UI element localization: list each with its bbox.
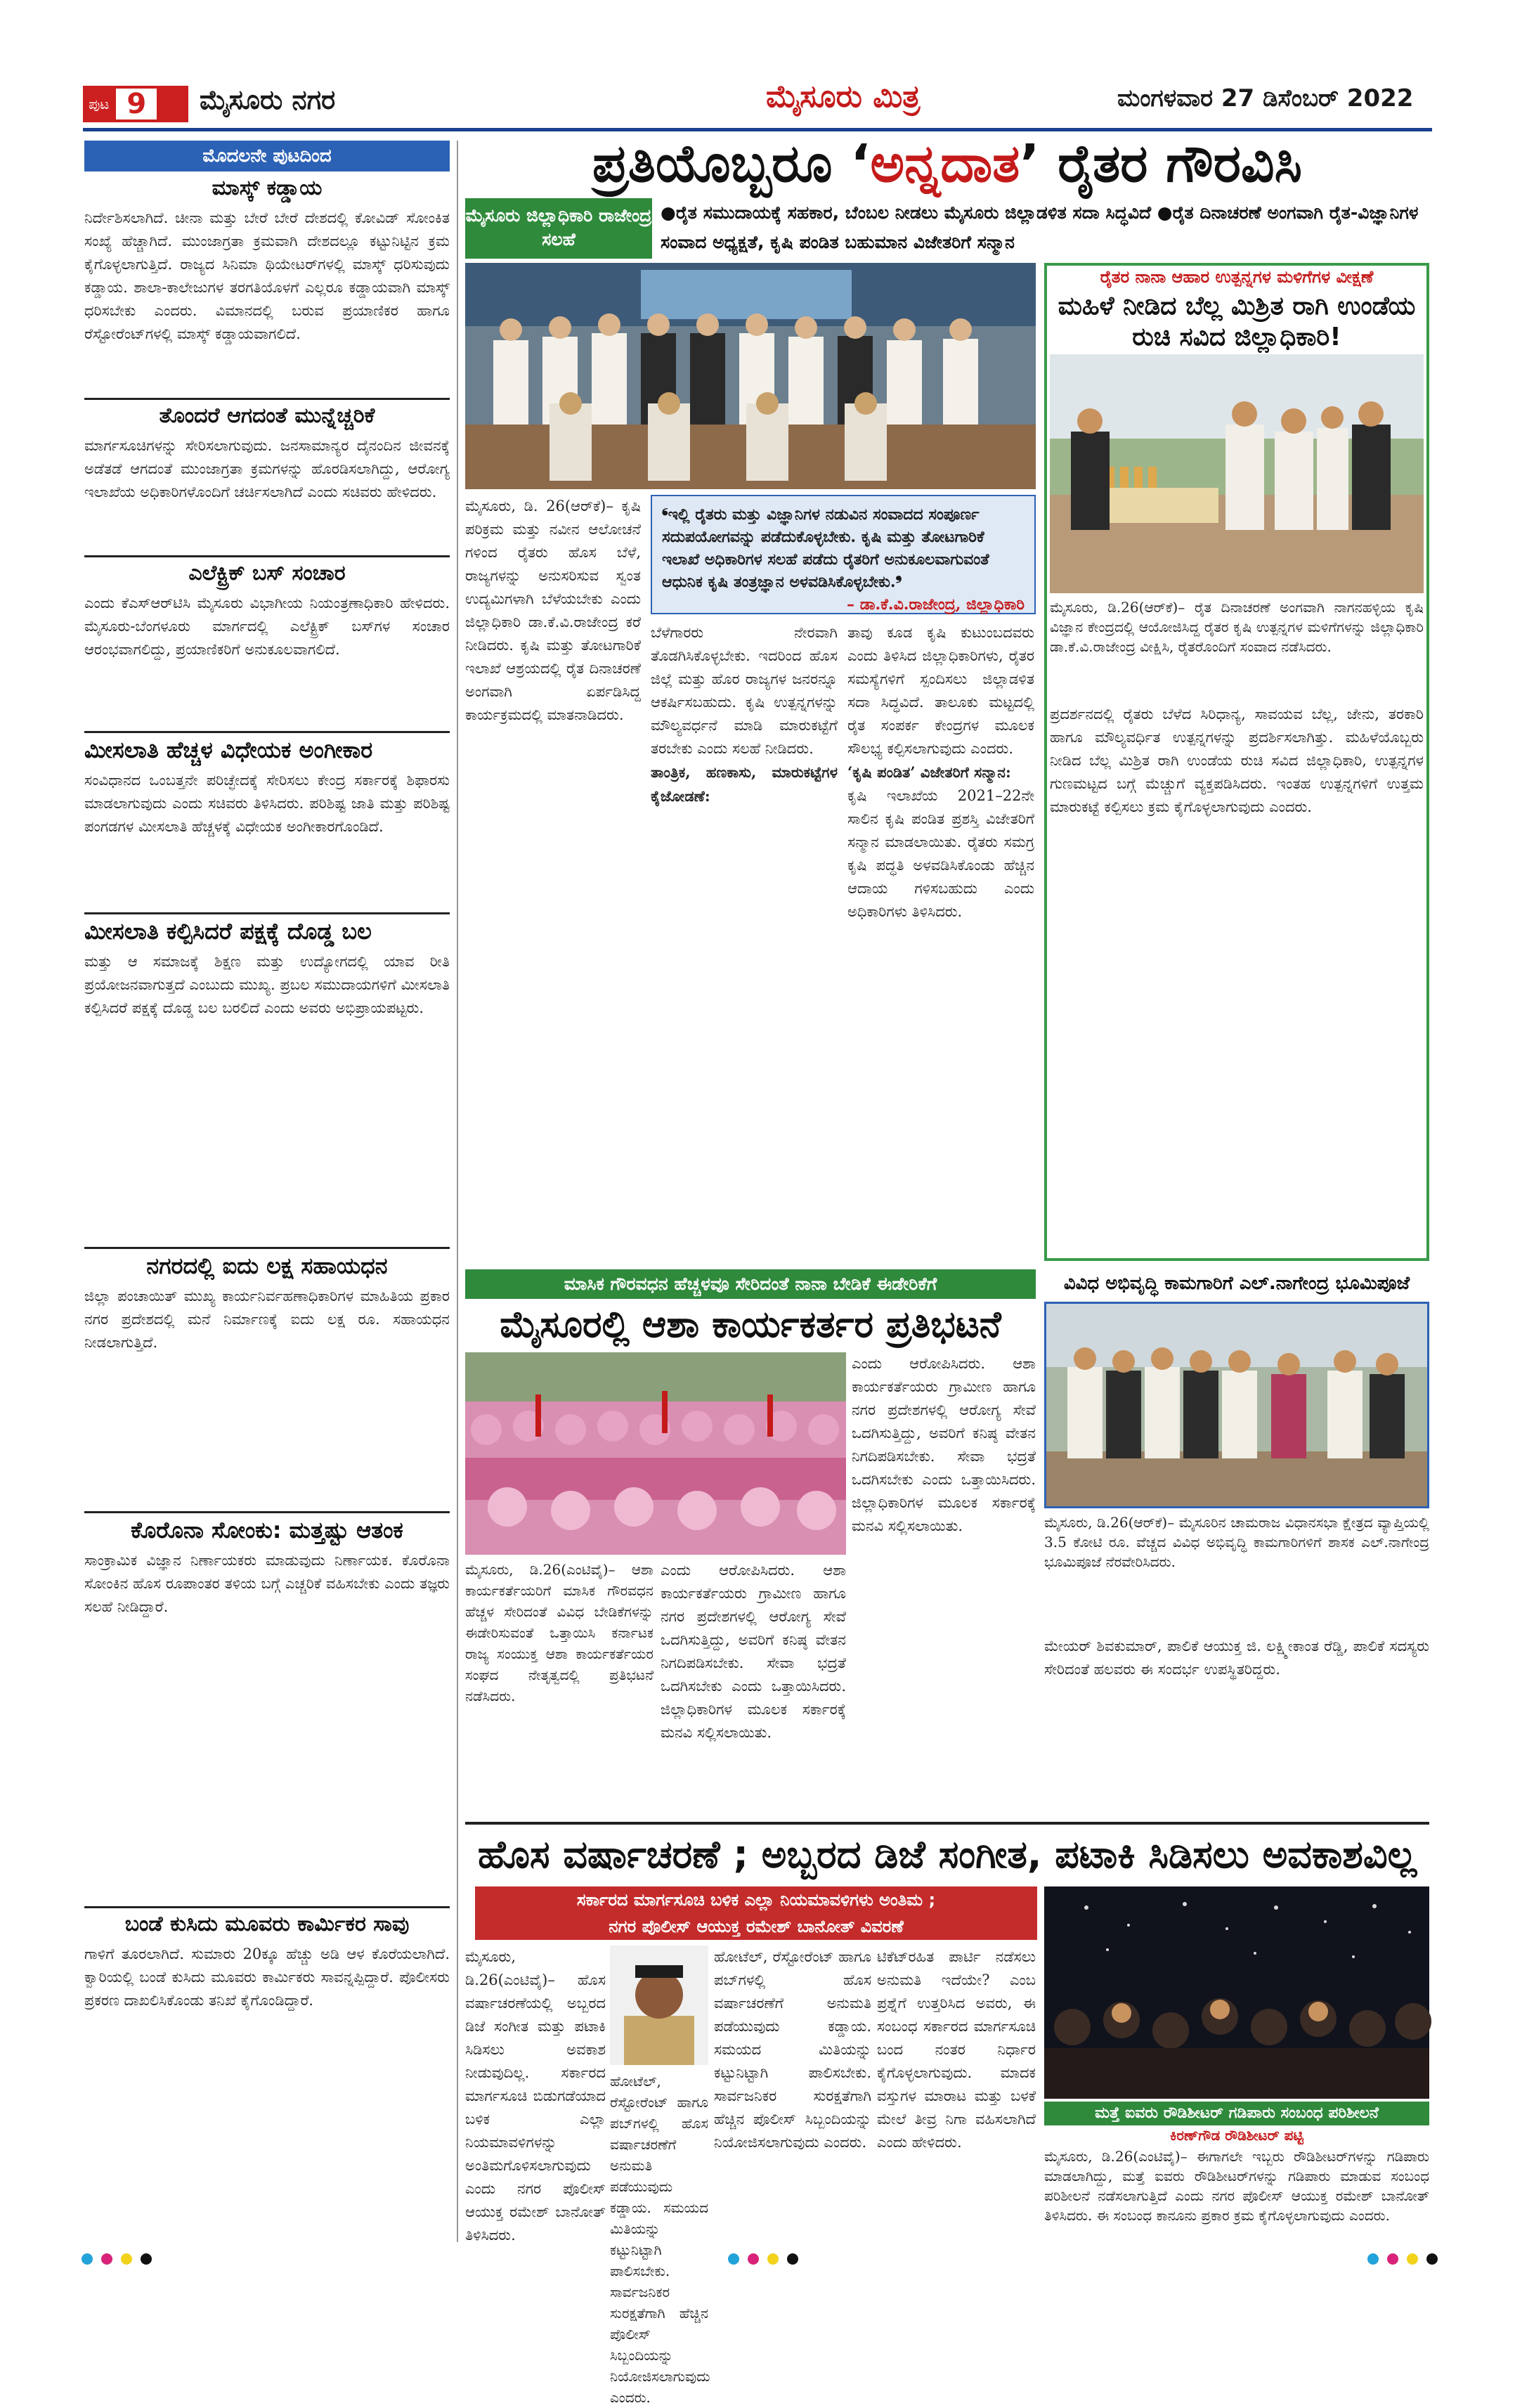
bhoomi-headline: ವಿವಿಧ ಅಭಿವೃದ್ಧಿ ಕಾಮಗಾರಿಗೆ ಎಲ್.ನಾಗೇಂದ್ರ ಭೂಮಿಪೂಜೆ (1063, 1273, 1410, 1294)
column-rule (457, 141, 458, 2242)
newyear-body-2: ಹೋಟೆಲ್, ರೆಸ್ಟೋರೆಂಟ್ ಹಾಗೂ ಪಬ್‌ಗಳಲ್ಲಿ ಹೊಸ ವರ್ಷಾಚರಣೆಗೆ ಅನುಮತಿ ಪಡೆಯುವುದು ಕಡ್ಡಾಯ. ಸಮಯದ ಮಿತಿಯನ್ನು ಕಟ್ಟುನಿಟ್ಟಾಗಿ ಪಾಲಿಸಬೇಕು. ಸಾರ್ವಜನಿಕರ ಸುರಕ್ಷತೆಗಾಗಿ ಹೆಚ್ಚಿನ ಪೊಲೀಸ್ ಸಿಬ್ಬಂದಿಯನ್ನು ನಿಯೋಜಿಸಲಾಗುವುದು ಎಂದರು. (714, 1948, 871, 2151)
pull-quote-author: – ಡಾ.ಕೆ.ವಿ.ರಾಜೇಂದ್ರ, ಜಿಲ್ಲಾಧಿಕಾರಿ (847, 595, 1025, 614)
bala-body: ಮತ್ತು ಆ ಸಮಾಜಕ್ಕೆ ಶಿಕ್ಷಣ ಮತ್ತು ಉದ್ಯೋಗದಲ್ಲಿ ಯಾವ ರೀತಿ ಪ್ರಯೋಜನವಾಗುತ್ತದೆ ಎಂಬುದು ಮುಖ್ಯ. ಪ್ರಬಲ ಸಮುದಾಯಗಳಿಗೆ ಮೀಸಲಾತಿ ಕಲ್ಪಿಸಿದರೆ ಪಕ್ಷಕ್ಕೆ ದೊಡ್ಡ ಬಲ ಬರಲಿದೆ ಎಂದು ಅವರು ಅಭಿಪ್ರಾಯಪಟ್ಟರು. (84, 953, 450, 1016)
pull-quote-text: ❛ಇಲ್ಲಿ ರೈತರು ಮತ್ತು ವಿಜ್ಞಾನಿಗಳ ನಡುವಿನ ಸಂವಾದದ ಸಂಪೂರ್ಣ ಸದುಪಯೋಗವನ್ನು ಪಡೆದುಕೊಳ್ಳಬೇಕು. ಕೃಷಿ ಮತ್ತು ತೋಟಗಾರಿಕೆ ಇಲಾಖೆ ಅಧಿಕಾರಿಗಳ ಸಲಹೆ ಪಡೆದು ರೈತರಿಗೆ ಅನುಕೂಲವಾಗುವಂತೆ ಆಧುನಿಕ ಕೃಷಿ ತಂತ್ರಜ್ಞಾನ ಅಳವಡಿಸಿಕೊಳ್ಳಬೇಕು.❜ (662, 505, 989, 591)
reservation-body: ಸಂವಿಧಾನದ ಒಂಬತ್ತನೇ ಪರಿಚ್ಛೇದಕ್ಕೆ ಸೇರಿಸಲು ಕೇಂದ್ರ ಸರ್ಕಾರಕ್ಕೆ ಶಿಫಾರಸು ಮಾಡಲಾಗುವುದು ಎಂದು ಸಚಿವರು ತಿಳಿಸಿದರು. ಪರಿಶಿಷ್ಟ ಜಾತಿ ಮತ್ತು ಪರಿಶಿಷ್ಟ ಪಂಗಡಗಳ ಮೀಸಲಾತಿ ಹೆಚ್ಚಳಕ್ಕೆ ವಿಧೇಯಕ ಅಂಗೀಕಾರಗೊಂಡಿದೆ. (84, 772, 450, 835)
section-rule (465, 1822, 1429, 1825)
aid-body: ಜಿಲ್ಲಾ ಪಂಚಾಯಿತ್ ಮುಖ್ಯ ಕಾರ್ಯನಿರ್ವಹಣಾಧಿಕಾರಿಗಳ ಮಾಹಿತಿಯ ಪ್ರಕಾರ ನಗರ ಪ್ರದೇಶದಲ್ಲಿ ಮನೆ ನಿರ್ಮಾಣಕ್ಕೆ ಐದು ಲಕ್ಷ ರೂ. ಸಹಾಯಧನ ನೀಡಲಾಗುತ್ತಿದೆ. (84, 1288, 450, 1351)
corona-body: ಸಾಂಕ್ರಾಮಿಕ ವಿಜ್ಞಾನ ನಿರ್ಣಾಯಕರು ಮಾಡುವುದು ನಿರ್ಣಾಯಕ. ಕೊರೊನಾ ಸೋಂಕಿನ ಹೊಸ ರೂಪಾಂತರ ತಳಿಯ ಬಗ್ಗೆ ಎಚ್ಚರಿಕೆ ವಹಿಸಬೇಕು ಎಂದು ತಜ್ಞರು ಸಲಹೆ ನೀಡಿದ್ದಾರೆ. (84, 1552, 450, 1615)
bhoomi-caption: ಮೈಸೂರು, ಡಿ.26(ಆರ್‌ಕೆ)– ಮೈಸೂರಿನ ಚಾಮರಾಜ ವಿಧಾನಸಭಾ ಕ್ಷೇತ್ರದ ವ್ಯಾಪ್ತಿಯಲ್ಲಿ 3.5 ಕೋಟಿ ರೂ. ವೆಚ್ಚದ ವಿವಿಧ ಅಭಿವೃದ್ಧಿ ಕಾಮಗಾರಿಗಳಿಗೆ ಶಾಸಕ ಎಲ್.ನಾಗೇಂದ್ರ ಭೂಮಿಪೂಜೆ ನೆರವೇರಿಸಿದರು. (1044, 1514, 1429, 1570)
lead-body-2: ಬೆಳೆಗಾರರು ನೇರವಾಗಿ ತೊಡಗಿಸಿಕೊಳ್ಳಬೇಕು. ಇದರಿಂದ ಹೊಸ ಜಿಲ್ಲೆ ಮತ್ತು ಹೊರ ರಾಜ್ಯಗಳ ಜನರನ್ನೂ ಆಕರ್ಷಿಸಬಹುದು. ಕೃಷಿ ಉತ್ಪನ್ನಗಳನ್ನು ಮೌಲ್ಯವರ್ಧನೆ ಮಾಡಿ ಮಾರುಕಟ್ಟೆಗೆ ತರಬೇಕು ಎಂದು ಸಲಹೆ ನೀಡಿದರು. ತಾಂತ್ರಿಕ, ಹಣಕಾಸು, ಮಾರುಕಟ್ಟೆಗಳ ಕೈಜೋಡಣೆ: (651, 624, 838, 805)
print-registration-marks (77, 2253, 156, 2267)
newyear-body-1b: ಹೋಟೆಲ್, ರೆಸ್ಟೋರೆಂಟ್ ಹಾಗೂ ಪಬ್‌ಗಳಲ್ಲಿ ಹೊಸ ವರ್ಷಾಚರಣೆಗೆ ಅನುಮತಿ ಪಡೆಯುವುದು ಕಡ್ಡಾಯ. ಸಮಯದ ಮಿತಿಯನ್ನು ಕಟ್ಟುನಿಟ್ಟಾಗಿ ಪಾಲಿಸಬೇಕು. ಸಾರ್ವಜನಿಕರ ಸುರಕ್ಷತೆಗಾಗಿ ಹೆಚ್ಚಿನ ಪೊಲೀಸ್ ಸಿಬ್ಬಂದಿಯನ್ನು ನಿಯೋಜಿಸಲಾಗುವುದು ಎಂದರು. (610, 2073, 710, 2406)
newyear-body-3: ಟಿಕೆಟ್‌ರಹಿತ ಪಾರ್ಟಿ ನಡೆಸಲು ಅನುಮತಿ ಇದೆಯೇ? ಎಂಬ ಪ್ರಶ್ನೆಗೆ ಉತ್ತರಿಸಿದ ಅವರು, ಈ ಸಂಬಂಧ ಸರ್ಕಾರದ ಮಾರ್ಗಸೂಚಿ ಬಂದ ನಂತರ ನಿರ್ಧಾರ ಕೈಗೊಳ್ಳಲಾಗುವುದು. ಮಾದಕ ವಸ್ತುಗಳ ಮಾರಾಟ ಮತ್ತು ಬಳಕೆ ಮೇಲೆ ತೀವ್ರ ನಿಗಾ ವಹಿಸಲಾಗಿದೆ ಎಂದು ಹೇಳಿದರು. (877, 1948, 1036, 2151)
lead-body-1: ಮೈಸೂರು, ಡಿ. 26(ಆರ್‌ಕೆ)– ಕೃಷಿ ಪರಿಕ್ರಮ ಮತ್ತು ನವೀನ ಆಲೋಚನೆ ಗಳಿಂದ ರೈತರು ಹೊಸ ಬೆಳೆ, ರಾಜ್ಯಗಳನ್ನು ಅನುಸರಿಸುವ ಸ್ವಂತ ಉದ್ಯಮಿಗಳಾಗಿ ಬೆಳೆಯಬೇಕು ಎಂದು ಜಿಲ್ಲಾಧಿಕಾರಿ ಡಾ.ಕೆ.ವಿ.ರಾಜೇಂದ್ರ ಕರೆ ನೀಡಿದರು. ಕೃಷಿ ಮತ್ತು ತೋಟಗಾರಿಕೆ ಇಲಾಖೆ ಆಶ್ರಯದಲ್ಲಿ ರೈತ ದಿನಾಚರಣೆ ಅಂಗವಾಗಿ ಏರ್ಪಡಿಸಿದ್ದ ಕಾರ್ಯಕ್ರಮದಲ್ಲಿ ಮಾತನಾಡಿದರು. (465, 498, 641, 723)
newyear-deck-line-2: ನಗರ ಪೊಲೀಸ್ ಆಯುಕ್ತ ರಮೇಶ್ ಬಾನೋತ್ ವಿವರಣೆ (609, 1917, 904, 1936)
section-title: ಮೈಸೂರು ನಗರ (200, 84, 336, 115)
divider (84, 398, 450, 400)
bhoomi-photo (1044, 1302, 1429, 1508)
rowdy-body: ಮೈಸೂರು, ಡಿ.26(ಎಂಟಿವೈ)– ಈಗಾಗಲೇ ಇಬ್ಬರು ರೌಡಿಶೀಟರ್‌ಗಳನ್ನು ಗಡಿಪಾರು ಮಾಡಲಾಗಿದ್ದು, ಮತ್ತೆ ಐವರು ರೌಡಿಶೀಟರ್‌ಗಳನ್ನು ಗಡಿಪಾರು ಮಾಡುವ ಸಂಬಂಧ ಪರಿಶೀಲನೆ ನಡೆಸಲಾಗುತ್ತಿದೆ ಎಂದು ನಗರ ಪೊಲೀಸ್ ಆಯುಕ್ತ ರಮೇಶ್ ಬಾನೋತ್ ತಿಳಿಸಿದರು. ಈ ಸಂಬಂಧ ಕಾನೂನು ಪ್ರಕಾರ ಕ್ರಮ ಕೈಗೊಳ್ಳಲಾಗುವುದು ಎಂದರು. (1044, 2148, 1429, 2224)
lead-photo (465, 263, 1036, 489)
divider (84, 555, 450, 557)
commissioner-photo (610, 1946, 708, 2065)
ragi-photo (1050, 354, 1424, 593)
lead-headline: ಪ್ರತಿಯೊಬ್ಬರೂ ‘ಅನ್ನದಾತ’ ರೈತರ ಗೌರವಿಸಿ (592, 134, 1302, 194)
newyear-headline: ಹೊಸ ವರ್ಷಾಚರಣೆ ; ಅಬ್ಬರದ ಡಿಜೆ ಸಂಗೀತ, ಪಟಾಕಿ ಸಿಡಿಸಲು ಅವಕಾಶವಿಲ್ಲ (477, 1832, 1417, 1877)
mask-heading: ಮಾಸ್ಕ್ ಕಡ್ಡಾಯ (212, 176, 323, 200)
bala-heading: ಮೀಸಲಾತಿ ಕಲ್ಪಿಸಿದರೆ ಪಕ್ಷಕ್ಕೆ ದೊಡ್ಡ ಬಲ (84, 918, 372, 945)
lead-subhead-2: ‘ಕೃಷಿ ಪಂಡಿತ’ ವಿಜೇತರಿಗೆ ಸನ್ಮಾನ: (847, 763, 1011, 781)
bus-body: ಎಂದು ಕೆಎಸ್‌ಆರ್‌ಟಿಸಿ ಮೈಸೂರು ವಿಭಾಗೀಯ ನಿಯಂತ್ರಣಾಧಿಕಾರಿ ಹೇಳಿದರು. ಮೈಸೂರು-ಬೆಂಗಳೂರು ಮಾರ್ಗದಲ್ಲಿ ಎಲೆಕ್ಟ್ರಿಕ್ ಬಸ್‌ಗಳ ಸಂಚಾರ ಆರಂಭವಾಗಲಿದ್ದು, ಪ್ರಯಾಣಿಕರಿಗೆ ಅನುಕೂಲವಾಗಲಿದೆ. (84, 595, 450, 658)
workers-body: ಗಾಳಿಗೆ ತೂರಲಾಗಿದೆ. ಸುಮಾರು 20ಕ್ಕೂ ಹೆಚ್ಚು ಅಡಿ ಆಳ ಕೊರೆಯಲಾಗಿದೆ. ಕ್ವಾರಿಯಲ್ಲಿ ಬಂಡೆ ಕುಸಿದು ಮೂವರು ಕಾರ್ಮಿಕರು ಸಾವನ್ನಪ್ಪಿದ್ದಾರೆ. ಪೊಲೀಸರು ಪ್ರಕರಣ ದಾಖಲಿಸಿಕೊಂಡು ತನಿಖೆ ಕೈಗೊಂಡಿದ್ದಾರೆ. (84, 1946, 450, 2009)
asha-body-2: ಎಂದು ಆರೋಪಿಸಿದರು. ಆಶಾ ಕಾರ್ಯಕರ್ತೆಯರು ಗ್ರಾಮೀಣ ಹಾಗೂ ನಗರ ಪ್ರದೇಶಗಳಲ್ಲಿ ಆರೋಗ್ಯ ಸೇವೆ ಒದಗಿಸುತ್ತಿದ್ದು, ಅವರಿಗೆ ಕನಿಷ್ಠ ವೇತನ ನಿಗದಿಪಡಿಸಬೇಕು. ಸೇವಾ ಭದ್ರತೆ ಒದಗಿಸಬೇಕು ಎಂದು ಒತ್ತಾಯಿಸಿದರು. ಜಿಲ್ಲಾಧಿಕಾರಿಗಳ ಮೂಲಕ ಸರ್ಕಾರಕ್ಕೆ ಮನವಿ ಸಲ್ಲಿಸಲಾಯಿತು. (852, 1355, 1036, 1534)
workers-heading: ಬಂಡೆ ಕುಸಿದು ಮೂವರು ಕಾರ್ಮಿಕರ ಸಾವು (124, 1912, 410, 1936)
asha-body-1: ಎಂದು ಆರೋಪಿಸಿದರು. ಆಶಾ ಕಾರ್ಯಕರ್ತೆಯರು ಗ್ರಾಮೀಣ ಹಾಗೂ ನಗರ ಪ್ರದೇಶಗಳಲ್ಲಿ ಆರೋಗ್ಯ ಸೇವೆ ಒದಗಿಸುತ್ತಿದ್ದು, ಅವರಿಗೆ ಕನಿಷ್ಠ ವೇತನ ನಿಗದಿಪಡಿಸಬೇಕು. ಸೇವಾ ಭದ್ರತೆ ಒದಗಿಸಬೇಕು ಎಂದು ಒತ್ತಾಯಿಸಿದರು. ಜಿಲ್ಲಾಧಿಕಾರಿಗಳ ಮೂಲಕ ಸರ್ಕಾರಕ್ಕೆ ಮನವಿ ಸಲ್ಲಿಸಲಾಯಿತು. (661, 1562, 846, 1741)
lead-pull-quote (651, 495, 1036, 614)
masthead-rule (83, 128, 1432, 131)
tondare-heading: ತೊಂದರೆ ಆಗದಂತೆ ಮುನ್ನೆಚ್ಚರಿಕೆ (159, 403, 375, 428)
aid-heading: ನಗರದಲ್ಲಿ ಐದು ಲಕ್ಷ ಸಹಾಯಧನ (146, 1252, 388, 1279)
ragi-body: ಪ್ರದರ್ಶನದಲ್ಲಿ ರೈತರು ಬೆಳೆದ ಸಿರಿಧಾನ್ಯ, ಸಾವಯವ ಬೆಲ್ಲ, ಜೇನು, ತರಕಾರಿ ಹಾಗೂ ಮೌಲ್ಯವರ್ಧಿತ ಉತ್ಪನ್ನಗಳನ್ನು ಪ್ರದರ್ಶಿಸಲಾಗಿತ್ತು. ಮಹಿಳೆಯೊಬ್ಬರು ನೀಡಿದ ಬೆಲ್ಲ ಮಿಶ್ರಿತ ರಾಗಿ ಉಂಡೆಯ ರುಚಿ ಸವಿದ ಜಿಲ್ಲಾಧಿಕಾರಿ, ಉತ್ಪನ್ನಗಳ ಗುಣಮಟ್ಟದ ಬಗ್ಗೆ ಮೆಚ್ಚುಗೆ ವ್ಯಕ್ತಪಡಿಸಿದರು. ಇಂತಹ ಉತ್ಪನ್ನಗಳಿಗೆ ಉತ್ತಮ ಮಾರುಕಟ್ಟೆ ಕಲ್ಪಿಸಲು ಕ್ರಮ ಕೈಗೊಳ್ಳಲಾಗುವುದು ಎಂದರು. (1050, 706, 1424, 815)
reservation-heading: ಮೀಸಲಾತಿ ಹೆಚ್ಚಳ ವಿಧೇಯಕ ಅಂಗೀಕಾರ (84, 737, 373, 763)
issue-date: ಮಂಗಳವಾರ 27 ಡಿಸೆಂಬರ್ 2022 (1117, 84, 1414, 112)
continued-band: ಮೊದಲನೇ ಪುಟದಿಂದ (84, 141, 450, 171)
newspaper-logo: ಮೈಸೂರು ಮಿತ್ರ (766, 79, 921, 115)
print-registration-marks (724, 2253, 802, 2267)
ragi-caption: ಮೈಸೂರು, ಡಿ.26(ಆರ್‌ಕೆ)– ರೈತ ದಿನಾಚರಣೆ ಅಂಗವಾಗಿ ನಾಗನಹಳ್ಳಿಯ ಕೃಷಿ ವಿಜ್ಞಾನ ಕೇಂದ್ರದಲ್ಲಿ ಆಯೋಜಿಸಿದ್ದ ರೈತರ ಕೃಷಿ ಉತ್ಪನ್ನಗಳ ಮಳಿಗೆಗಳನ್ನು ಜಿಲ್ಲಾಧಿಕಾರಿ ಡಾ.ಕೆ.ವಿ.ರಾಜೇಂದ್ರ ವೀಕ್ಷಿಸಿ, ರೈತರೊಂದಿಗೆ ಸಂವಾದ ನಡೆಸಿದರು. (1050, 599, 1424, 655)
page-number-box (83, 86, 188, 122)
newyear-deck (475, 1886, 1037, 1940)
rowdy-subhead: ಕಿರಣ್‌ಗೌಡ ರೌಡಿಶೀಟರ್ ಪಟ್ಟಿ (1170, 2127, 1303, 2144)
bus-heading: ಎಲೆಕ್ಟ್ರಿಕ್ ಬಸ್ ಸಂಚಾರ (188, 561, 346, 585)
lead-deck: ●ರೈತ ಸಮುದಾಯಕ್ಕೆ ಸಹಕಾರ, ಬೆಂಬಲ ನೀಡಲು ಮೈಸೂರು ಜಿಲ್ಲಾಡಳಿತ ಸದಾ ಸಿದ್ಧವಿದೆ ●ರೈತ ದಿನಾಚರಣೆ ಅಂಗವಾಗಿ ರೈತ-ವಿಜ್ಞಾನಿಗಳ ಸಂವಾದ ಅಧ್ಯಕ್ಷತೆ, ಕೃಷಿ ಪಂಡಿತ ಬಹುಮಾನ ವಿಜೇತರಿಗೆ ಸನ್ಮಾನ (661, 202, 1419, 252)
asha-headline: ಮೈಸೂರಲ್ಲಿ ಆಶಾ ಕಾರ್ಯಕರ್ತರ ಪ್ರತಿಭಟನೆ (500, 1304, 1001, 1346)
lead-body-3: ತಾವು ಕೂಡ ಕೃಷಿ ಕುಟುಂಬದವರು ಎಂದು ತಿಳಿಸಿದ ಜಿಲ್ಲಾಧಿಕಾರಿಗಳು, ರೈತರ ಸಮಸ್ಯೆಗಳಿಗೆ ಸ್ಪಂದಿಸಲು ಜಿಲ್ಲಾಡಳಿತ ಸದಾ ಸಿದ್ಧವಿದೆ. ತಾಲೂಕು ಮಟ್ಟದಲ್ಲಿ ರೈತ ಸಂಪರ್ಕ ಕೇಂದ್ರಗಳ ಮೂಲಕ ಸೌಲಭ್ಯ ಕಲ್ಪಿಸಲಾಗುವುದು ಎಂದರು. ‘ಕೃಷಿ ಪಂಡಿತ’ ವಿಜೇತರಿಗೆ ಸನ್ಮಾನ: ಕೃಷಿ ಇಲಾಖೆಯ 2021–22ನೇ ಸಾಲಿನ ಕೃಷಿ ಪಂಡಿತ ಪ್ರಶಸ್ತಿ ವಿಜೇತರಿಗೆ ಸನ್ಮಾನ ಮಾಡಲಾಯಿತು. ರೈತರು ಸಮಗ್ರ ಕೃಷಿ ಪದ್ಧತಿ ಅಳವಡಿಸಿಕೊಂಡು ಹೆಚ್ಚಿನ ಆದಾಯ ಗಳಿಸಬಹುದು ಎಂದು ಅಧಿಕಾರಿಗಳು ತಿಳಿಸಿದರು. (847, 624, 1034, 920)
asha-photo (465, 1352, 846, 1555)
mask-body: ನಿರ್ದೇಶಿಸಲಾಗಿದೆ. ಚೀನಾ ಮತ್ತು ಬೇರೆ ಬೇರೆ ದೇಶದಲ್ಲಿ ಕೋವಿಡ್ ಸೋಂಕಿತ ಸಂಖ್ಯೆ ಹೆಚ್ಚಾಗಿದೆ. ಮುಂಜಾಗ್ರತಾ ಕ್ರಮವಾಗಿ ದೇಶದಲ್ಲೂ ಕಟ್ಟುನಿಟ್ಟಿನ ಕ್ರಮ ಕೈಗೊಳ್ಳಲಾಗುತ್ತಿದೆ. ರಾಜ್ಯದ ಸಿನಿಮಾ ಥಿಯೇಟರ್‌ಗಳಲ್ಲಿ ಮಾಸ್ಕ್ ಧರಿಸುವುದು ಕಡ್ಡಾಯ. ಶಾಲಾ-ಕಾಲೇಜುಗಳ ತರಗತಿಯೊಳಗೆ ಎಲ್ಲರೂ ಕಡ್ಡಾಯವಾಗಿ ಮಾಸ್ಕ್ ಧರಿಸಬೇಕು ಎಂದರು. ವಿಮಾನದಲ್ಲಿ ಬರುವ ಪ್ರಯಾಣಿಕರ ಹಾಗೂ ರೆಸ್ಟೋರೆಂಟ್‌ಗಳಲ್ಲಿ ಮಾಸ್ಕ್ ಕಡ್ಡಾಯವಾಗಲಿದೆ. (84, 209, 450, 342)
ragi-headline: ಮಹಿಳೆ ನೀಡಿದ ಬೆಲ್ಲ ಮಿಶ್ರಿತ ರಾಗಿ ಉಂಡೆಯ ರುಚಿ ಸವಿದ ಜಿಲ್ಲಾಧಿಕಾರಿ! (1058, 292, 1416, 351)
lead-subhead-1: ತಾಂತ್ರಿಕ, ಹಣಕಾಸು, ಮಾರುಕಟ್ಟೆಗಳ ಕೈಜೋಡಣೆ: (651, 763, 838, 805)
page-number: 9 (116, 89, 157, 119)
ragi-kicker: ರೈತರ ನಾನಾ ಆಹಾರ ಉತ್ಪನ್ನಗಳ ಮಳಿಗೆಗಳ ವೀಕ್ಷಣೆ (1100, 267, 1374, 287)
print-registration-marks (1363, 2253, 1442, 2267)
divider (84, 1511, 450, 1513)
crowd-photo (1044, 1886, 1429, 2099)
lead-kicker-box: ಮೈಸೂರು ಜಿಲ್ಲಾಧಿಕಾರಿ ರಾಜೇಂದ್ರ ಸಲಹೆ (465, 198, 652, 259)
newyear-body-1: ಮೈಸೂರು, ಡಿ.26(ಎಂಟಿವೈ)– ಹೊಸ ವರ್ಷಾಚರಣೆಯಲ್ಲಿ ಅಬ್ಬರದ ಡಿಜೆ ಸಂಗೀತ ಮತ್ತು ಪಟಾಕಿ ಸಿಡಿಸಲು ಅವಕಾಶ ನೀಡುವುದಿಲ್ಲ. ಸರ್ಕಾರದ ಮಾರ್ಗಸೂಚಿ ಬಿಡುಗಡೆಯಾದ ಬಳಿಕ ಎಲ್ಲಾ ನಿಯಮಾವಳಿಗಳನ್ನು ಅಂತಿಮಗೊಳಿಸಲಾಗುವುದು ಎಂದು ನಗರ ಪೊಲೀಸ್ ಆಯುಕ್ತ ರಮೇಶ್ ಬಾನೋತ್ ತಿಳಿಸಿದರು. (465, 1948, 606, 2244)
divider (84, 1906, 450, 1908)
divider (84, 1247, 450, 1249)
rowdy-headline: ಮತ್ತೆ ಐವರು ರೌಡಿಶೀಟರ್ ಗಡಿಪಾರು ಸಂಬಂಧ ಪರಿಶೀಲನೆ (1044, 2102, 1429, 2125)
tondare-body: ಮಾರ್ಗಸೂಚಿಗಳನ್ನು ಸೇರಿಸಲಾಗುವುದು. ಜನಸಾಮಾನ್ಯರ ದೈನಂದಿನ ಜೀವನಕ್ಕೆ ಅಡೆತಡೆ ಆಗದಂತೆ ಮುಂಜಾಗ್ರತಾ ಕ್ರಮಗಳನ್ನು ಹೊರಡಿಸಲಾಗಿದ್ದು, ಆರೋಗ್ಯ ಇಲಾಖೆಯ ಅಧಿಕಾರಿಗಳೊಂದಿಗೆ ಚರ್ಚಿಸಲಾಗಿದೆ ಎಂದು ಸಚಿವರು ಹೇಳಿದರು. (84, 437, 450, 500)
corona-heading: ಕೊರೊನಾ ಸೋಂಕು: ಮತ್ತಷ್ಟು ಆತಂಕ (131, 1517, 403, 1543)
bhoomi-body: ಮೇಯರ್ ಶಿವಕುಮಾರ್, ಪಾಲಿಕೆ ಆಯುಕ್ತ ಜಿ. ಲಕ್ಷ್ಮೀಕಾಂತ ರೆಡ್ಡಿ, ಪಾಲಿಕೆ ಸದಸ್ಯರು ಸೇರಿದಂತೆ ಹಲವರು ಈ ಸಂದರ್ಭ ಉಪಸ್ಥಿತರಿದ್ದರು. (1044, 1638, 1429, 1678)
page-label: ಪುಟ (89, 96, 110, 112)
newyear-deck-line-1: ಸರ್ಕಾರದ ಮಾರ್ಗಸೂಚಿ ಬಳಿಕ ಎಲ್ಲಾ ನಿಯಮಾವಳಿಗಳು ಅಂತಿಮ ; (576, 1890, 936, 1910)
divider (84, 731, 450, 733)
asha-kicker: ಮಾಸಿಕ ಗೌರವಧನ ಹೆಚ್ಚಳವೂ ಸೇರಿದಂತೆ ನಾನಾ ಬೇಡಿಕೆ ಈಡೇರಿಕೆಗೆ (465, 1269, 1036, 1299)
asha-caption: ಮೈಸೂರು, ಡಿ.26(ಎಂಟಿವೈ)– ಆಶಾ ಕಾರ್ಯಕರ್ತೆಯರಿಗೆ ಮಾಸಿಕ ಗೌರವಧನ ಹೆಚ್ಚಳ ಸೇರಿದಂತೆ ವಿವಿಧ ಬೇಡಿಕೆಗಳನ್ನು ಈಡೇರಿಸುವಂತೆ ಒತ್ತಾಯಿಸಿ ಕರ್ನಾಟಕ ರಾಜ್ಯ ಸಂಯುಕ್ತ ಆಶಾ ಕಾರ್ಯಕರ್ತೆಯರ ಸಂಘದ ನೇತೃತ್ವದಲ್ಲಿ ಪ್ರತಿಭಟನೆ ನಡೆಸಿದರು. (465, 1561, 654, 1704)
divider (84, 912, 450, 914)
